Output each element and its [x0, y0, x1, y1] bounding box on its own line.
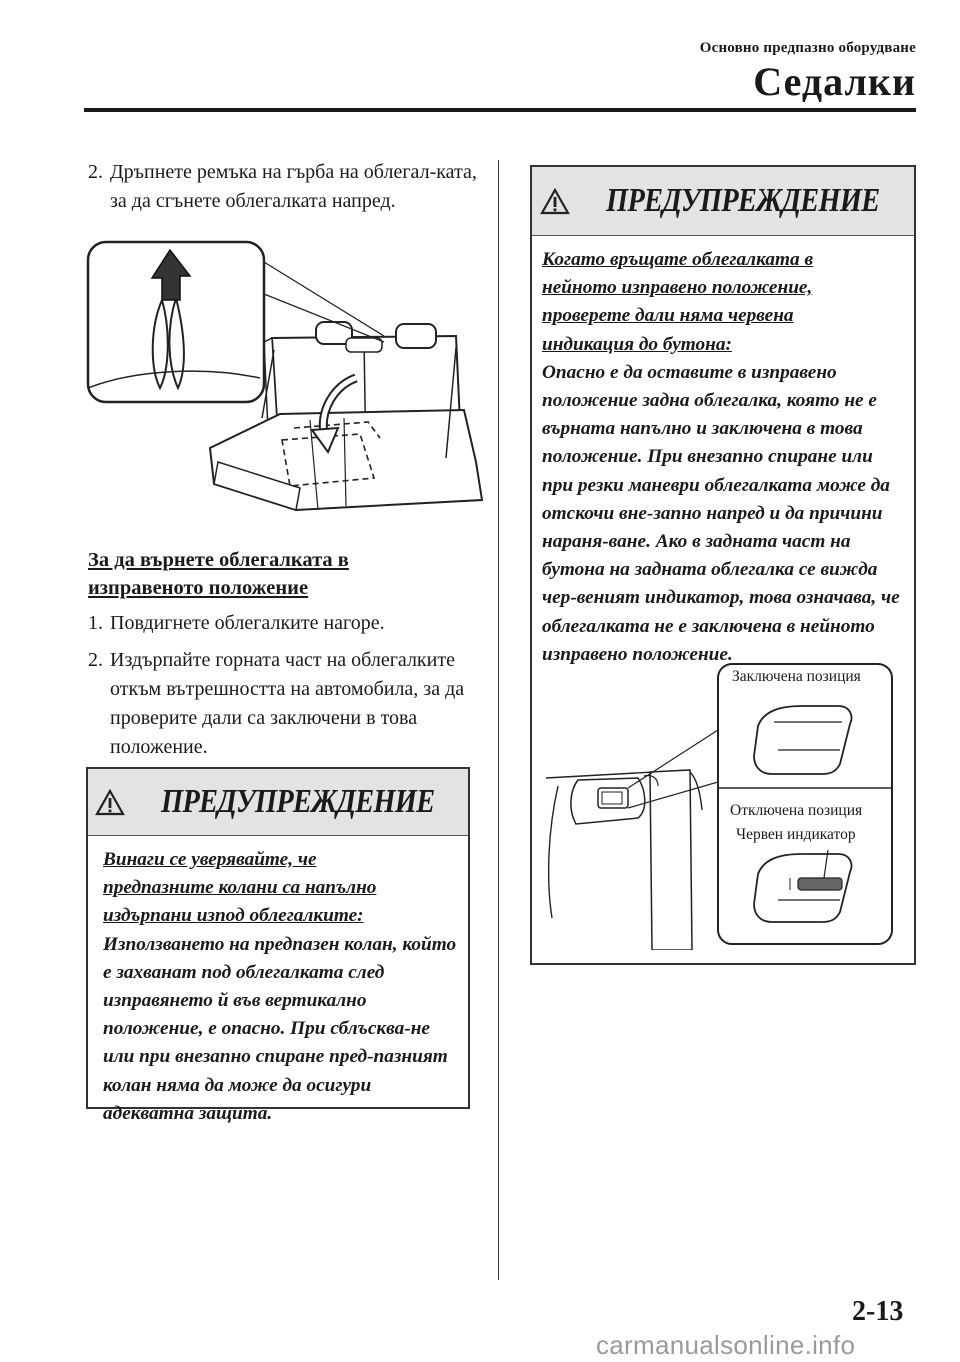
column-divider — [498, 160, 499, 1280]
warning-text — [88, 836, 468, 1128]
section-title: Седалки — [753, 59, 916, 104]
watermark: carmanualsonline.info — [596, 1330, 856, 1360]
warning-triangle-icon — [540, 188, 570, 215]
locked-position-label: Заключена позиция — [732, 668, 861, 685]
warning-lead: Когато връщате облегалката в нейното изправено положение, проверете дали няма червена индикация до бутона: — [542, 249, 814, 355]
warning-body: Използването на предпазен колан, който е захванат под облегалката след изправянето й във вертикално положение, е опасно. При сблъсква-не или при внезапно спиране пред-пазният колан няма да може да осигури адекватна защита. — [103, 933, 457, 1124]
section-label: Основно предпазно оборудване — [699, 40, 916, 56]
step-check-lock — [88, 646, 480, 762]
warning-triangle-icon — [95, 789, 125, 816]
warning-text — [532, 236, 914, 669]
subheading-return-seat: За да върнете облегалката в изправеното положение — [88, 549, 349, 599]
step-raise-backrest — [88, 609, 488, 638]
step-text: Дръпнете ремъка на гърба на облегал-ката, за да сгънете облегалката напред. — [110, 161, 477, 212]
warning-title: ПРЕДУПРЕЖДЕНИЕ — [606, 182, 880, 219]
step-text: Издърпайте горната част на облегалките откъм вътрешността на автомобила, за да проверите дали са заключени в това положение. — [110, 649, 465, 758]
step-number: 2. — [88, 161, 103, 183]
page-number: 2-13 — [852, 1296, 904, 1327]
warning-lead: Винаги се уверявайте, че предпазните колани са напълно издърпани изпод облегалките: — [103, 849, 377, 927]
header-rule — [84, 108, 916, 112]
warning-box-seatbelt — [86, 767, 470, 1124]
step-number: 2. — [88, 649, 103, 671]
seat-fold-illustration — [84, 238, 484, 518]
warning-header — [88, 769, 468, 836]
step-fold-seat — [88, 158, 488, 216]
warning-title: ПРЕДУПРЕЖДЕНИЕ — [161, 783, 435, 820]
red-indicator-label: Червен индикатор — [736, 826, 856, 843]
step-number: 1. — [88, 612, 103, 634]
step-text: Повдигнете облегалките нагоре. — [110, 612, 385, 634]
unlocked-position-label: Отключена позиция — [730, 802, 863, 819]
warning-header — [532, 167, 914, 236]
warning-body: Опасно е да оставите в изправено положение задна облегалка, която не е върната напълно и заключена в това положение. При внезапно спиране или при резки маневри облегалката може да отскочи вне-запно напред и да причини нараня-ване. Ако в задната част на бутона на задната облегалка се вижда чер-веният индикатор, това означава, че облегалката не е заключена в нейното изправено положение. — [542, 361, 900, 665]
